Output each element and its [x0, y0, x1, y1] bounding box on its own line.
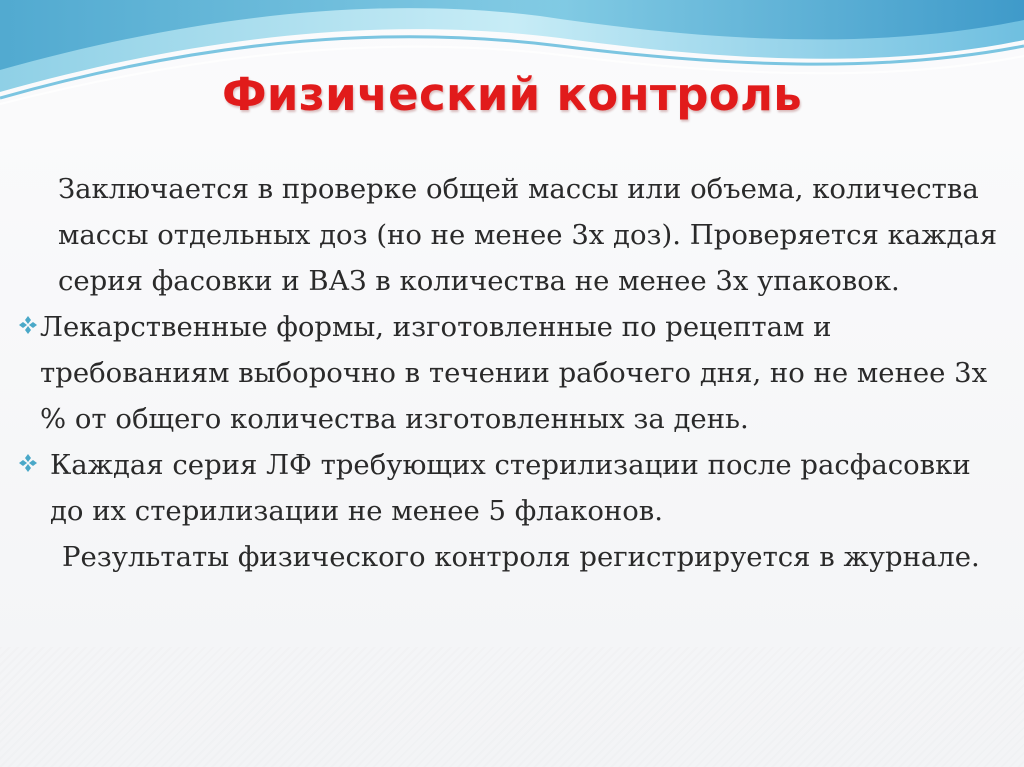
bullet-text: Каждая серия ЛФ требующих стерилизации после расфасовки до их стерилизации не менее 5 флаконов.: [50, 449, 971, 527]
paragraph-text: Результаты физического контроля регистрируется в журнале.: [62, 541, 980, 573]
slide-body: [18, 166, 1008, 580]
diamond-bullet-icon: [18, 315, 38, 335]
bullet-item: [18, 442, 1008, 534]
bullet-text: Лекарственные формы, изготовленные по рецептам и требованиям выборочно в течении рабочего дня, но не менее 3х % от общего количества изготовленных за день.: [40, 311, 988, 435]
diamond-bullet-icon: [18, 453, 38, 473]
bullet-item: [18, 304, 1008, 442]
paragraph-text: Заключается в проверке общей массы или объема, количества массы отдельных доз (но не менее 3х доз). Проверяется каждая серия фасовки и ВАЗ в количества не менее 3х упаковок.: [58, 173, 998, 297]
paragraph-results: [18, 534, 1008, 580]
paragraph-intro: [18, 166, 1008, 304]
slide-title: Физический контроль: [221, 68, 803, 121]
